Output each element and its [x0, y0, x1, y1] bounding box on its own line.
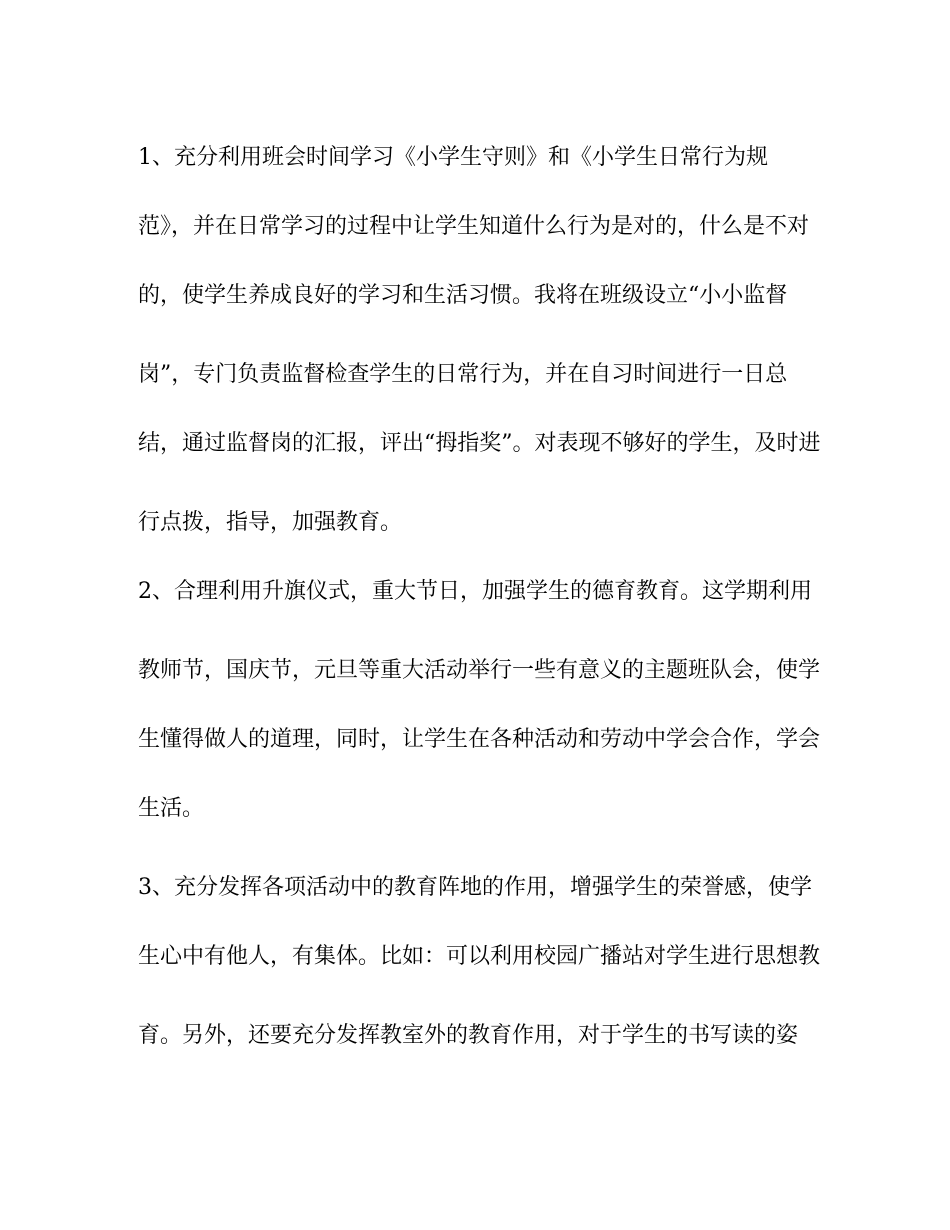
text-line: 的，使学生养成良好的学习和生活习惯。我将在班级设立“小小监督: [138, 283, 788, 308]
text-line: 育。另外，还要充分发挥教室外的教育作用，对于学生的书写读的姿: [138, 1023, 799, 1048]
text-line: 生活。: [138, 796, 205, 821]
text-line: 生懂得做人的道理，同时，让学生在各种活动和劳动中学会合作，学会: [138, 727, 821, 752]
text-line: 生心中有他人，有集体。比如：可以利用校园广播站对学生进行思想教: [138, 944, 821, 969]
text-line: 结，通过监督岗的汇报，评出“拇指奖”。对表现不够好的学生，及时进: [138, 431, 821, 456]
text-line: 范》，并在日常学习的过程中让学生知道什么行为是对的，什么是不对: [138, 214, 810, 239]
text-line: 岗”，专门负责监督检查学生的日常行为，并在自习时间进行一日总: [138, 362, 788, 387]
text-line: 2、合理利用升旗仪式，重大节日，加强学生的德育教育。这学期利用: [138, 579, 812, 604]
text-line: 教师节，国庆节，元旦等重大活动举行一些有意义的主题班队会，使学: [138, 658, 821, 683]
text-line: 3、充分发挥各项活动中的教育阵地的作用，增强学生的荣誉感，使学: [138, 875, 812, 900]
text-line: 1、充分利用班会时间学习《小学生守则》和《小学生日常行为规: [138, 145, 768, 170]
text-line: 行点拨，指导，加强教育。: [138, 510, 403, 535]
